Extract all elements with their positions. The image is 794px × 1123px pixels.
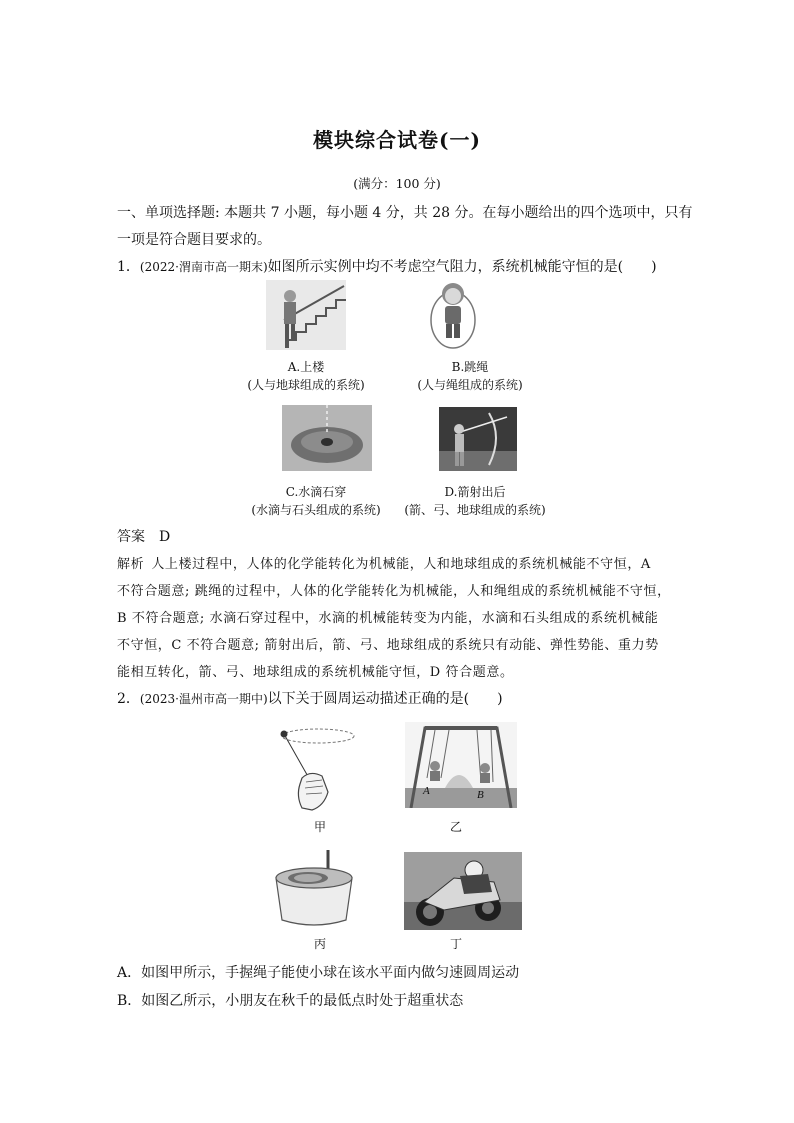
option-c-desc: (水滴与石头组成的系统) bbox=[251, 503, 381, 517]
option-c-label: C.水滴石穿 bbox=[285, 485, 347, 499]
question-2-source: (2023·温州市高一期中) bbox=[139, 692, 268, 706]
question-2-stem bbox=[117, 688, 503, 708]
analysis-line-1 bbox=[117, 553, 651, 572]
figure-label-ding: 丁 bbox=[449, 937, 462, 951]
option-a-label: A.上楼 bbox=[287, 360, 325, 374]
analysis-line-3: B 不符合题意; 水滴石穿过程中，水滴的机械能转变为内能，水滴和石头组成的系统机械能 bbox=[117, 611, 659, 626]
figure-archer bbox=[439, 407, 517, 471]
option-d-desc: (箭、弓、地球组成的系统) bbox=[404, 503, 546, 517]
full-score-note: (满分：100 分) bbox=[353, 176, 441, 191]
analysis-text-1: 人上楼过程中，人体的化学能转化为机械能，人和地球组成的系统机械能不守恒，A bbox=[151, 557, 651, 572]
swing-label-a: A bbox=[423, 785, 430, 797]
option-b-desc: (人与绳组成的系统) bbox=[417, 378, 523, 392]
analysis-label: 解析 bbox=[117, 557, 145, 572]
section-instruction-line1: 一、单项选择题: 本题共 7 小题，每小题 4 分，共 28 分。在每小题给出的四个选项中，只有 bbox=[117, 205, 693, 221]
answer-value: D bbox=[159, 529, 171, 545]
analysis-line-4: 不守恒，C 不符合题意; 箭射出后，箭、弓、地球组成的系统只有动能、弹性势能、重力势 bbox=[117, 638, 659, 653]
figure-label-yi: 乙 bbox=[449, 820, 462, 834]
option-d-label: D.箭射出后 bbox=[444, 485, 506, 499]
option-a-desc: (人与地球组成的系统) bbox=[247, 378, 365, 392]
section-instruction-line2: 一项是符合题目要求的。 bbox=[117, 232, 271, 248]
question-2-number: 2． bbox=[117, 691, 140, 707]
figure-water-drop-stone bbox=[282, 405, 372, 471]
answer-row bbox=[117, 526, 170, 546]
figure-climbing-stairs bbox=[266, 280, 346, 350]
question-1-text: 如图所示实例中均不考虑空气阻力，系统机械能守恒的是( ) bbox=[267, 259, 657, 275]
figure-jump-rope bbox=[428, 280, 478, 350]
question-1-stem bbox=[117, 256, 657, 276]
analysis-line-5: 能相互转化，箭、弓、地球组成的系统机械能守恒，D 符合题意。 bbox=[117, 665, 514, 680]
question-2-option-b: B．如图乙所示，小朋友在秋千的最低点时处于超重状态 bbox=[117, 993, 464, 1009]
swing-label-b: B bbox=[477, 789, 484, 801]
question-2-option-a: A．如图甲所示，手握绳子能使小球在该水平面内做匀速圆周运动 bbox=[117, 965, 520, 981]
figure-swing bbox=[405, 722, 517, 808]
question-1-number: 1． bbox=[117, 259, 140, 275]
answer-label: 答案 bbox=[117, 529, 145, 545]
figure-label-bing: 丙 bbox=[313, 937, 326, 951]
question-1-source: (2022·渭南市高一期末) bbox=[139, 260, 268, 274]
option-b-label: B.跳绳 bbox=[451, 360, 489, 374]
figure-hand-string-ball bbox=[272, 722, 356, 814]
page-title: 模块综合试卷(一) bbox=[313, 128, 481, 152]
figure-label-jia: 甲 bbox=[313, 820, 326, 834]
analysis-line-2: 不符合题意; 跳绳的过程中，人体的化学能转化为机械能，人和绳组成的系统机械能不守恒， bbox=[117, 584, 671, 599]
figure-mop-bucket bbox=[268, 848, 360, 930]
figure-motorcycle bbox=[404, 852, 522, 930]
question-2-text: 以下关于圆周运动描述正确的是( ) bbox=[267, 691, 503, 707]
